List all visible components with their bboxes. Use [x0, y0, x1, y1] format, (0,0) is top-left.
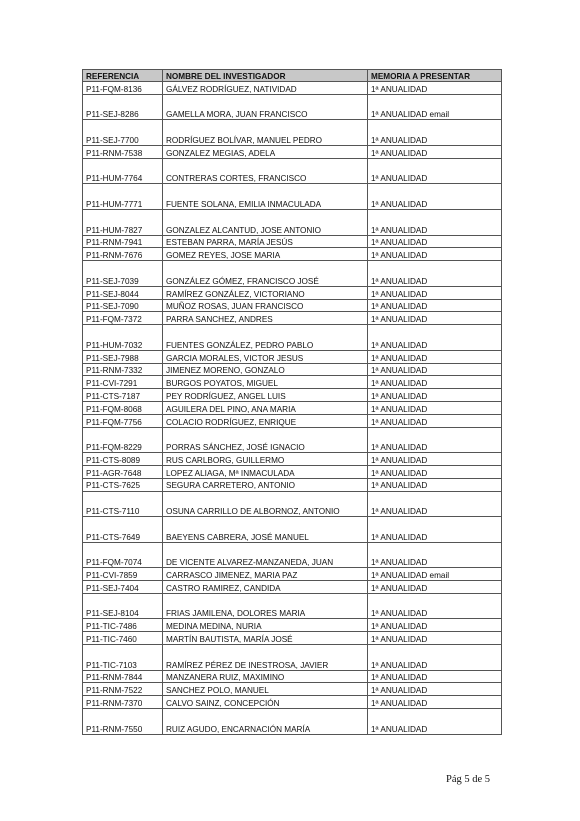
- table-row: [83, 568, 502, 581]
- cell-nombre: RODRÍGUEZ BOLÍVAR, MANUEL PEDRO: [163, 120, 368, 146]
- table-row: [83, 209, 502, 235]
- table-row: [83, 619, 502, 632]
- table-row: [83, 401, 502, 414]
- cell-nombre: PARRA SANCHEZ, ANDRES: [163, 312, 368, 325]
- cell-memoria: 1ª ANUALIDAD email: [368, 568, 502, 581]
- table-row: [83, 363, 502, 376]
- table-row: [83, 414, 502, 427]
- table-row: [83, 261, 502, 287]
- cell-nombre: GAMELLA MORA, JUAN FRANCISCO: [163, 94, 368, 120]
- cell-nombre: OSUNA CARRILLO DE ALBORNOZ, ANTONIO: [163, 491, 368, 517]
- cell-memoria: 1ª ANUALIDAD email: [368, 94, 502, 120]
- cell-referencia: P11-HUM-7827: [83, 209, 163, 235]
- table-row: [83, 184, 502, 210]
- cell-referencia: P11-CTS-8089: [83, 453, 163, 466]
- table-row: [83, 465, 502, 478]
- cell-referencia: P11-FQM-7756: [83, 414, 163, 427]
- cell-referencia: P11-CTS-7187: [83, 389, 163, 402]
- cell-nombre: CASTRO RAMIREZ, CANDIDA: [163, 581, 368, 594]
- cell-referencia: P11-SEJ-7700: [83, 120, 163, 146]
- cell-referencia: P11-AGR-7648: [83, 465, 163, 478]
- page-number: Pág 5 de 5: [446, 774, 491, 785]
- table-row: [83, 145, 502, 158]
- header-nombre-investigador: NOMBRE DEL INVESTIGADOR: [163, 70, 368, 82]
- cell-memoria: 1ª ANUALIDAD: [368, 542, 502, 568]
- table-row: [83, 248, 502, 261]
- table-row: [83, 376, 502, 389]
- cell-nombre: MEDINA MEDINA, NURIA: [163, 619, 368, 632]
- cell-memoria: 1ª ANUALIDAD: [368, 670, 502, 683]
- cell-nombre: SANCHEZ POLO, MANUEL: [163, 683, 368, 696]
- cell-nombre: GÁLVEZ RODRÍGUEZ, NATIVIDAD: [163, 82, 368, 95]
- table-row: [83, 299, 502, 312]
- cell-nombre: FUENTES GONZÁLEZ, PEDRO PABLO: [163, 325, 368, 351]
- investigators-table: [82, 69, 502, 735]
- header-memoria-presentar: MEMORIA A PRESENTAR: [368, 70, 502, 82]
- cell-memoria: 1ª ANUALIDAD: [368, 248, 502, 261]
- table-row: [83, 696, 502, 709]
- cell-memoria: 1ª ANUALIDAD: [368, 376, 502, 389]
- cell-referencia: P11-RNM-7370: [83, 696, 163, 709]
- cell-referencia: P11-SEJ-7404: [83, 581, 163, 594]
- cell-referencia: P11-RNM-7941: [83, 235, 163, 248]
- table-row: [83, 581, 502, 594]
- cell-nombre: RAMÍREZ PÉREZ DE INESTROSA, JAVIER: [163, 645, 368, 671]
- table-row: [83, 350, 502, 363]
- table-row: [83, 683, 502, 696]
- cell-nombre: MUÑOZ ROSAS, JUAN FRANCISCO: [163, 299, 368, 312]
- cell-memoria: 1ª ANUALIDAD: [368, 581, 502, 594]
- cell-nombre: PORRAS SÁNCHEZ, JOSÉ IGNACIO: [163, 427, 368, 453]
- cell-nombre: GARCIA MORALES, VICTOR JESUS: [163, 350, 368, 363]
- table-row: [83, 709, 502, 735]
- cell-referencia: P11-SEJ-8044: [83, 286, 163, 299]
- table-body: [83, 82, 502, 735]
- cell-referencia: P11-TIC-7486: [83, 619, 163, 632]
- cell-memoria: 1ª ANUALIDAD: [368, 325, 502, 351]
- cell-referencia: P11-CVI-7291: [83, 376, 163, 389]
- header-row: [83, 70, 502, 82]
- cell-referencia: P11-CTS-7625: [83, 478, 163, 491]
- cell-memoria: 1ª ANUALIDAD: [368, 478, 502, 491]
- cell-nombre: CONTRERAS CORTES, FRANCISCO: [163, 158, 368, 184]
- cell-nombre: CALVO SAINZ, CONCEPCIÓN: [163, 696, 368, 709]
- cell-nombre: GONZÁLEZ GÓMEZ, FRANCISCO JOSÉ: [163, 261, 368, 287]
- cell-nombre: GONZALEZ MEGIAS, ADELA: [163, 145, 368, 158]
- cell-nombre: MARTÍN BAUTISTA, MARÍA JOSÉ: [163, 632, 368, 645]
- cell-nombre: DE VICENTE ALVAREZ-MANZANEDA, JUAN: [163, 542, 368, 568]
- cell-memoria: 1ª ANUALIDAD: [368, 709, 502, 735]
- cell-memoria: 1ª ANUALIDAD: [368, 235, 502, 248]
- cell-memoria: 1ª ANUALIDAD: [368, 286, 502, 299]
- cell-memoria: 1ª ANUALIDAD: [368, 158, 502, 184]
- cell-memoria: 1ª ANUALIDAD: [368, 632, 502, 645]
- cell-nombre: BURGOS POYATOS, MIGUEL: [163, 376, 368, 389]
- cell-memoria: 1ª ANUALIDAD: [368, 427, 502, 453]
- cell-memoria: 1ª ANUALIDAD: [368, 683, 502, 696]
- table-row: [83, 632, 502, 645]
- cell-memoria: 1ª ANUALIDAD: [368, 299, 502, 312]
- cell-memoria: 1ª ANUALIDAD: [368, 184, 502, 210]
- cell-nombre: ESTEBAN PARRA, MARÍA JESÚS: [163, 235, 368, 248]
- cell-referencia: P11-FQM-7372: [83, 312, 163, 325]
- table-row: [83, 517, 502, 543]
- cell-nombre: FUENTE SOLANA, EMILIA INMACULADA: [163, 184, 368, 210]
- cell-referencia: P11-CVI-7859: [83, 568, 163, 581]
- cell-memoria: 1ª ANUALIDAD: [368, 401, 502, 414]
- cell-referencia: P11-SEJ-8104: [83, 593, 163, 619]
- table-row: [83, 82, 502, 95]
- cell-referencia: P11-FQM-8068: [83, 401, 163, 414]
- cell-referencia: P11-RNM-7522: [83, 683, 163, 696]
- cell-memoria: 1ª ANUALIDAD: [368, 209, 502, 235]
- cell-referencia: P11-SEJ-7988: [83, 350, 163, 363]
- cell-nombre: PEY RODRÍGUEZ, ANGEL LUIS: [163, 389, 368, 402]
- cell-referencia: P11-CTS-7649: [83, 517, 163, 543]
- cell-referencia: P11-SEJ-8286: [83, 94, 163, 120]
- table-row: [83, 478, 502, 491]
- cell-nombre: LOPEZ ALIAGA, Mª INMACULADA: [163, 465, 368, 478]
- cell-referencia: P11-TIC-7103: [83, 645, 163, 671]
- cell-nombre: GOMEZ REYES, JOSE MARIA: [163, 248, 368, 261]
- cell-memoria: 1ª ANUALIDAD: [368, 645, 502, 671]
- cell-referencia: P11-TIC-7460: [83, 632, 163, 645]
- cell-memoria: 1ª ANUALIDAD: [368, 619, 502, 632]
- table-row: [83, 158, 502, 184]
- cell-memoria: 1ª ANUALIDAD: [368, 120, 502, 146]
- cell-memoria: 1ª ANUALIDAD: [368, 261, 502, 287]
- cell-nombre: GONZALEZ ALCANTUD, JOSE ANTONIO: [163, 209, 368, 235]
- cell-nombre: AGUILERA DEL PINO, ANA MARIA: [163, 401, 368, 414]
- cell-nombre: BAEYENS CABRERA, JOSÉ MANUEL: [163, 517, 368, 543]
- cell-referencia: P11-RNM-7844: [83, 670, 163, 683]
- cell-memoria: 1ª ANUALIDAD: [368, 82, 502, 95]
- cell-memoria: 1ª ANUALIDAD: [368, 414, 502, 427]
- table-row: [83, 235, 502, 248]
- cell-referencia: P11-RNM-7538: [83, 145, 163, 158]
- cell-nombre: CARRASCO JIMENEZ, MARIA PAZ: [163, 568, 368, 581]
- table-row: [83, 593, 502, 619]
- table-row: [83, 325, 502, 351]
- cell-memoria: 1ª ANUALIDAD: [368, 145, 502, 158]
- cell-referencia: P11-CTS-7110: [83, 491, 163, 517]
- cell-memoria: 1ª ANUALIDAD: [368, 312, 502, 325]
- cell-nombre: RUS CARLBORG, GUILLERMO: [163, 453, 368, 466]
- cell-referencia: P11-SEJ-7039: [83, 261, 163, 287]
- table-row: [83, 453, 502, 466]
- table-row: [83, 312, 502, 325]
- cell-nombre: SEGURA CARRETERO, ANTONIO: [163, 478, 368, 491]
- cell-referencia: P11-SEJ-7090: [83, 299, 163, 312]
- cell-nombre: MANZANERA RUIZ, MAXIMINO: [163, 670, 368, 683]
- cell-referencia: P11-FQM-7074: [83, 542, 163, 568]
- header-referencia: REFERENCIA: [83, 70, 163, 82]
- cell-referencia: P11-FQM-8229: [83, 427, 163, 453]
- table-row: [83, 286, 502, 299]
- cell-memoria: 1ª ANUALIDAD: [368, 453, 502, 466]
- cell-referencia: P11-HUM-7032: [83, 325, 163, 351]
- cell-memoria: 1ª ANUALIDAD: [368, 363, 502, 376]
- table-header: [83, 70, 502, 82]
- cell-referencia: P11-FQM-8136: [83, 82, 163, 95]
- table-row: [83, 542, 502, 568]
- cell-memoria: 1ª ANUALIDAD: [368, 696, 502, 709]
- cell-memoria: 1ª ANUALIDAD: [368, 491, 502, 517]
- cell-referencia: P11-HUM-7764: [83, 158, 163, 184]
- cell-memoria: 1ª ANUALIDAD: [368, 593, 502, 619]
- cell-nombre: COLACIO RODRÍGUEZ, ENRIQUE: [163, 414, 368, 427]
- table-row: [83, 670, 502, 683]
- table-row: [83, 94, 502, 120]
- cell-memoria: 1ª ANUALIDAD: [368, 389, 502, 402]
- table-row: [83, 427, 502, 453]
- cell-memoria: 1ª ANUALIDAD: [368, 350, 502, 363]
- cell-nombre: RUIZ AGUDO, ENCARNACIÓN MARÍA: [163, 709, 368, 735]
- cell-nombre: RAMÍREZ GONZÁLEZ, VICTORIANO: [163, 286, 368, 299]
- cell-nombre: JIMENEZ MORENO, GONZALO: [163, 363, 368, 376]
- cell-referencia: P11-RNM-7676: [83, 248, 163, 261]
- cell-memoria: 1ª ANUALIDAD: [368, 465, 502, 478]
- cell-referencia: P11-HUM-7771: [83, 184, 163, 210]
- table-row: [83, 389, 502, 402]
- cell-nombre: FRIAS JAMILENA, DOLORES MARIA: [163, 593, 368, 619]
- table-row: [83, 120, 502, 146]
- cell-referencia: P11-RNM-7332: [83, 363, 163, 376]
- table-row: [83, 645, 502, 671]
- cell-memoria: 1ª ANUALIDAD: [368, 517, 502, 543]
- table-row: [83, 491, 502, 517]
- cell-referencia: P11-RNM-7550: [83, 709, 163, 735]
